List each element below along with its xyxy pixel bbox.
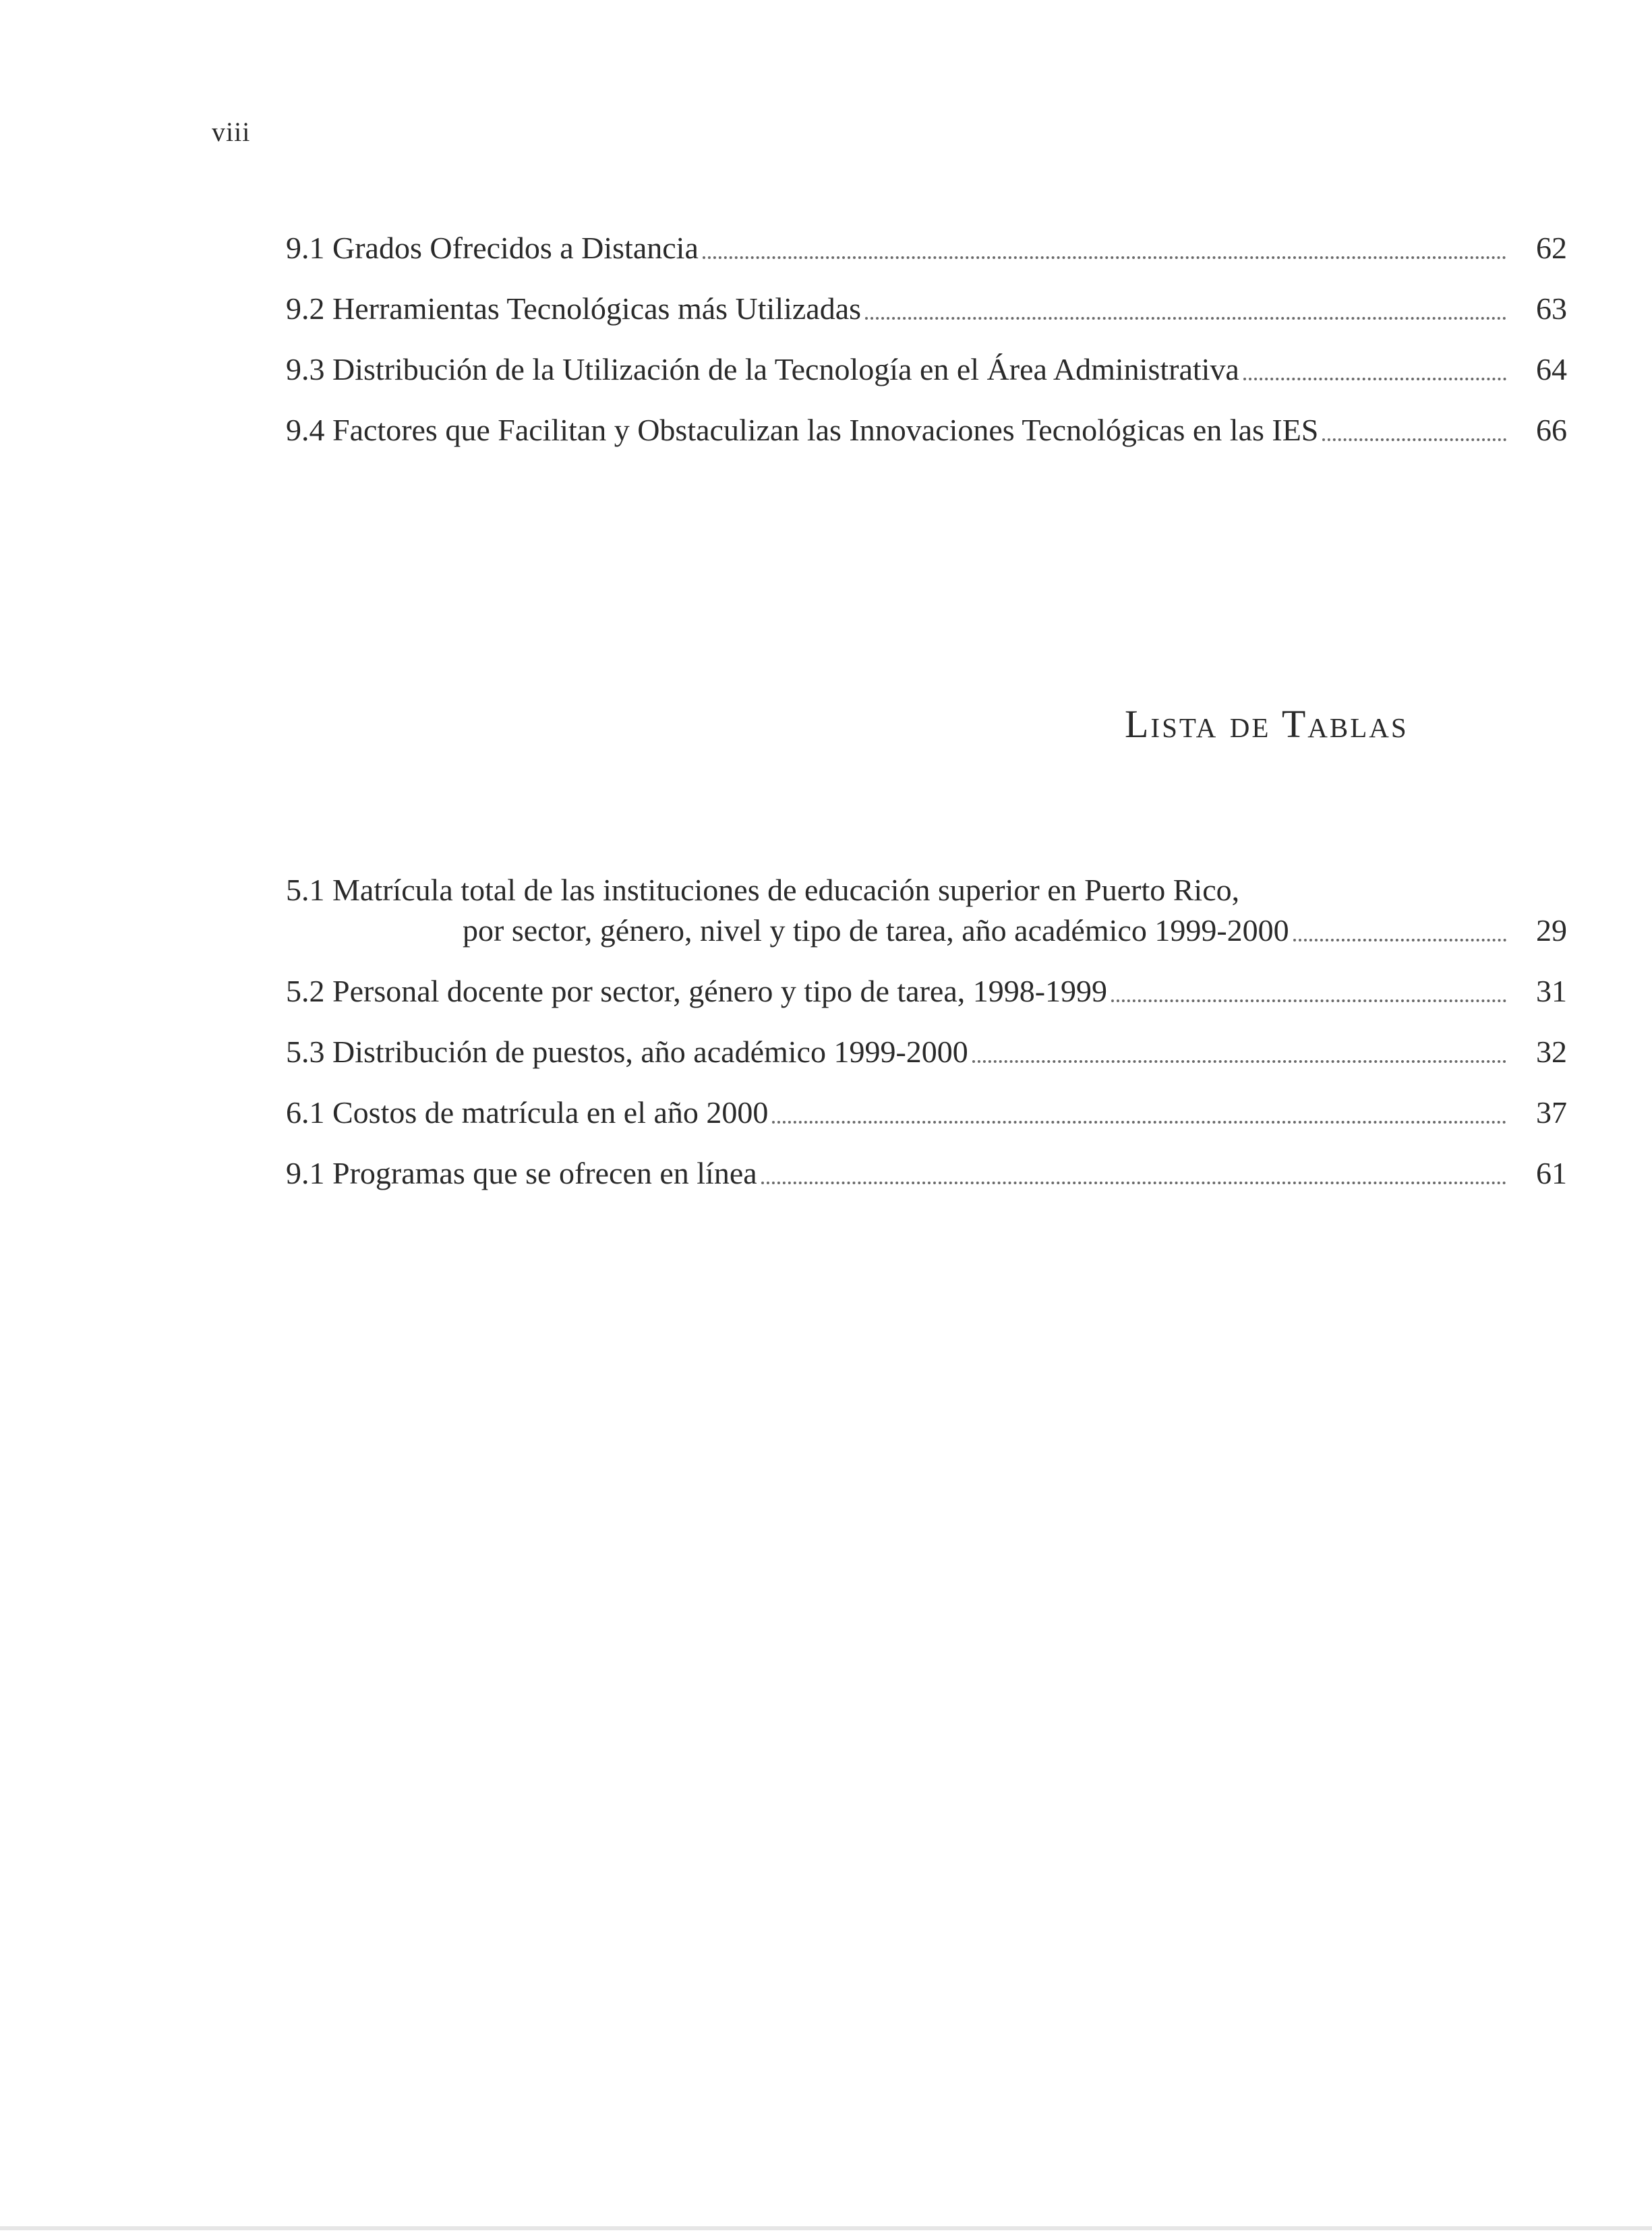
- page-number: viii: [212, 117, 251, 147]
- entry-title-line1: 5.1 Matrícula total de las instituciones de educación superior en Puerto Rico,: [286, 873, 1240, 907]
- dot-leader: [761, 1182, 1506, 1184]
- dot-leader: [772, 1121, 1506, 1124]
- dot-leader: [1293, 939, 1506, 941]
- entry-page: 64: [1536, 352, 1567, 386]
- dot-leader: [703, 256, 1506, 259]
- entry-title: 9.1 Grados Ofrecidos a Distancia: [286, 231, 699, 265]
- entry-page: 31: [1536, 974, 1567, 1008]
- toc-entry[interactable]: [286, 410, 1567, 451]
- entry-page: 66: [1536, 413, 1567, 447]
- entry-title: 9.3 Distribución de la Utilización de la Tecnología en el Área Administrativa: [286, 352, 1239, 386]
- list-of-tables: [286, 870, 1567, 1214]
- dot-leader: [1322, 438, 1506, 441]
- entry-title: 5.3 Distribución de puestos, año académico 1999-2000: [286, 1035, 968, 1069]
- dot-leader: [865, 317, 1506, 320]
- entry-page: 62: [1536, 231, 1567, 265]
- toc-entry[interactable]: [286, 349, 1567, 390]
- entry-page: 32: [1536, 1035, 1567, 1069]
- entry-title: 5.2 Personal docente por sector, género y tipo de tarea, 1998-1999: [286, 974, 1108, 1008]
- section-heading-tables: Lista de Tablas: [1125, 702, 1409, 746]
- toc-entry[interactable]: [286, 228, 1567, 268]
- entry-title-line2: por sector, género, nivel y tipo de tarea, año académico 1999-2000: [463, 913, 1289, 948]
- entry-page: 29: [1536, 913, 1567, 948]
- entry-title: 6.1 Costos de matrícula en el año 2000: [286, 1095, 769, 1130]
- entry-page: 37: [1536, 1095, 1567, 1130]
- dot-leader: [1243, 378, 1506, 380]
- entry-page: 61: [1536, 1156, 1567, 1190]
- toc-entry[interactable]: [286, 870, 1567, 951]
- toc-entry[interactable]: [286, 1032, 1567, 1072]
- dot-leader: [972, 1060, 1506, 1063]
- entry-title: 9.1 Programas que se ofrecen en línea: [286, 1156, 757, 1190]
- entry-page: 63: [1536, 291, 1567, 326]
- toc-entry[interactable]: [286, 289, 1567, 329]
- entry-title: 9.2 Herramientas Tecnológicas más Utilizadas: [286, 291, 862, 326]
- toc-entry[interactable]: [286, 1093, 1567, 1133]
- dot-leader: [1111, 999, 1506, 1002]
- scan-edge: [0, 2226, 1652, 2230]
- entry-second-line: [286, 910, 1567, 951]
- list-of-figures: [286, 228, 1567, 471]
- toc-entry[interactable]: [286, 971, 1567, 1012]
- toc-entry[interactable]: [286, 1153, 1567, 1194]
- entry-title: 9.4 Factores que Facilitan y Obstaculizan las Innovaciones Tecnológicas en las IES: [286, 413, 1319, 447]
